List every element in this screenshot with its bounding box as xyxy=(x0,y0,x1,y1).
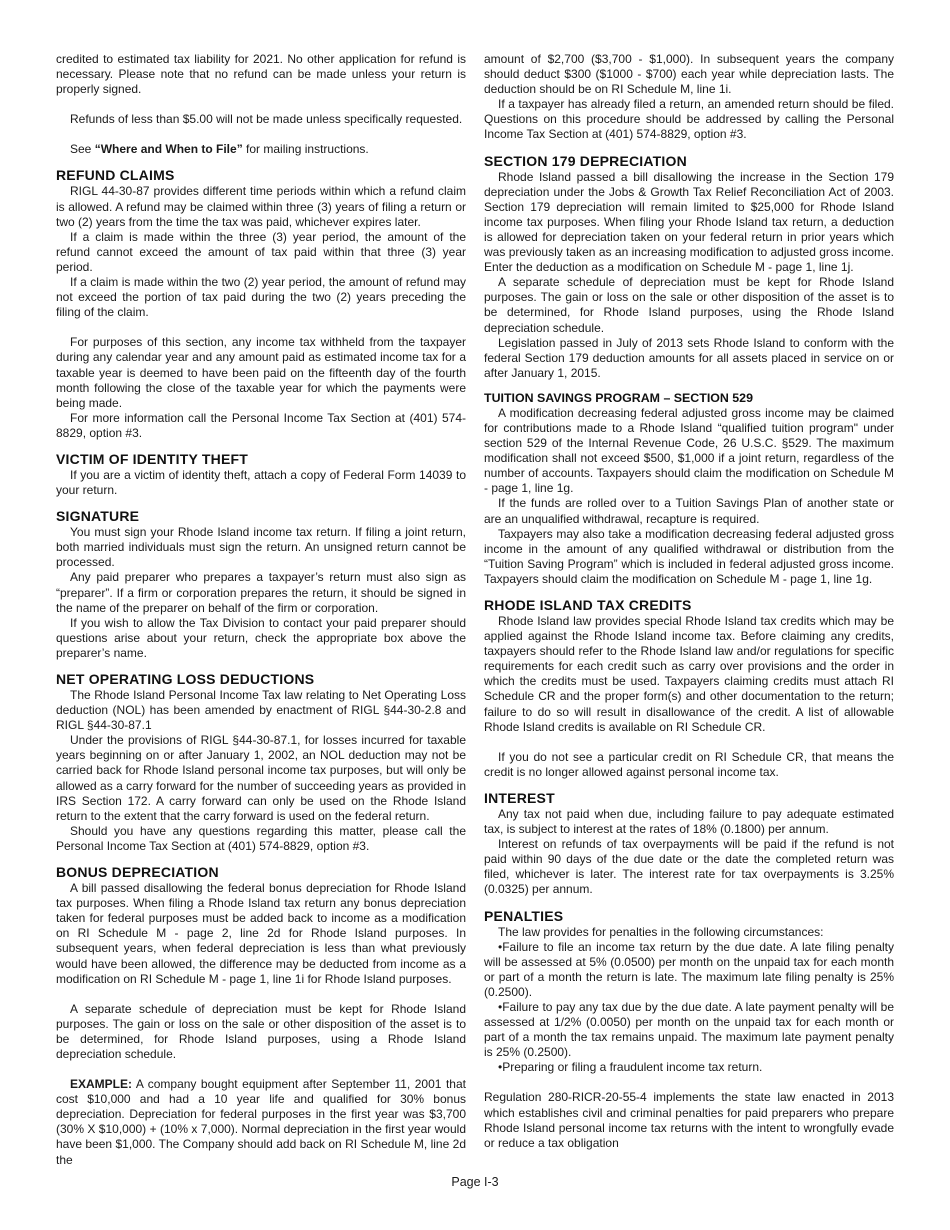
tuition-savings-paragraph: A modification decreasing federal adjusted gross income may be claimed for contributions made to a Rhode Island “qualified tuition program" under section 529 of the Internal Revenue Code, 26 U.S.C. §529. The maximum modification shall not exceed $500, $1,000 if a joint return, regardless of the number of accounts. Taxpayers should claim the modification on Schedule M - page 1, line 1g. xyxy=(484,405,894,496)
tax-credits-paragraph: Rhode Island law provides special Rhode Island tax credits which may be applied against the Rhode Island income tax. Before claiming any credits, taxpayers should refer to the Rhode Island law and/or regulations for specific requirements for each credit such as carry over provisions and the order in which the credits must be used. Taxpayers claiming credits must attach RI Schedule CR and the proper form(s) and other documentation to the return; failure to do so will result in disallowance of the credit. A list of allowable Rhode Island credits is available on RI Schedule CR. xyxy=(484,614,894,734)
interest-paragraph: Any tax not paid when due, including failure to pay adequate estimated tax, is subject to interest at the rates of 18% (0.1800) per annum. xyxy=(484,806,894,837)
left-column xyxy=(56,52,466,1177)
section-179-paragraph: Legislation passed in July of 2013 sets Rhode Island to conform with the federal Section 179 deduction amounts for all assets placed in service on or after January 1, 2015. xyxy=(484,335,894,380)
signature-paragraph: You must sign your Rhode Island income tax return. If filing a joint return, both married individuals must sign the return. An unsigned return cannot be processed. xyxy=(56,525,466,570)
refund-claims-paragraph: If a claim is made within the three (3) year period, the amount of the refund cannot exceed the amount of tax paid within that three (3) year period. xyxy=(56,229,466,274)
tuition-savings-paragraph: Taxpayers may also take a modification decreasing federal adjusted gross income in the amount of any qualified withdrawal or distribution from the “Tuition Saving Program” which is included in federal adjusted gross income. Taxpayers should claim the modification on Schedule M - page 1, line 1g. xyxy=(484,526,894,586)
bonus-depreciation-heading: BONUS DEPRECIATION xyxy=(56,864,219,881)
identity-theft-paragraph: If you are a victim of identity theft, attach a copy of Federal Form 14039 to your return. xyxy=(56,467,466,498)
refund-claims-paragraph: For more information call the Personal Income Tax Section at (401) 574-8829, option #3. xyxy=(56,410,466,440)
page-number: Page I-3 xyxy=(451,1175,499,1189)
nol-paragraph: The Rhode Island Personal Income Tax law relating to Net Operating Loss deduction (NOL) has been amended by enactment of RIGL §44-30-2.8 and RIGL §44-30-87.1 xyxy=(56,688,466,733)
refund-claims-paragraph: If a claim is made within the two (2) year period, the amount of refund may not exceed the portion of tax paid during the two (2) years preceding the filing of the claim. xyxy=(56,275,466,320)
identity-theft-heading: VICTIM OF IDENTITY THEFT xyxy=(56,450,248,467)
signature-paragraph: If you wish to allow the Tax Division to contact your paid preparer should questions arise about your return, check the appropriate box above the preparer’s name. xyxy=(56,615,466,660)
refund-claims-paragraph: For purposes of this section, any income tax withheld from the taxpayer during any calendar year and any amount paid as estimated income tax for a taxable year is deemed to have been paid on the fifteenth day of the fourth month following the close of the taxable year for which the payments were being made. xyxy=(56,335,466,410)
refund-claims-heading: REFUND CLAIMS xyxy=(56,167,175,184)
tuition-savings-heading: TUITION SAVINGS PROGRAM – SECTION 529 xyxy=(484,390,753,405)
interest-heading: INTEREST xyxy=(484,789,555,806)
example-label: EXAMPLE: xyxy=(70,1077,133,1092)
refund-claims-paragraph: RIGL 44-30-87 provides different time periods within which a refund claim is allowed. A refund may be claimed within three (3) years of filing a return or two (2) years from the time the tax was paid, whichever expires later. xyxy=(56,184,466,229)
section-179-paragraph: Rhode Island passed a bill disallowing the increase in the Section 179 depreciation under the Jobs & Growth Tax Relief Reconciliation Act of 2003. Section 179 depreciation will remain limited to $25,000 for Rhode Island income tax purposes. When filing your Rhode Island tax return, a deduction is allowed for depreciation taken on your federal return in prior years which was previously taken as an increasing modification to adjusted gross income. Enter the deduction as a modification on Schedule M - page 1, line 1j. xyxy=(484,169,894,275)
signature-paragraph: Any paid preparer who prepares a taxpayer’s return must also sign as “preparer”. If a firm or corporation prepares the return, it should be signed in the name of the preparer on behalf of the firm or corporation. xyxy=(56,570,466,615)
penalty-bullet: •Failure to file an income tax return by the due date. A late filing penalty will be assessed at 5% (0.0500) per month on the unpaid tax for each month or part of a month the return is late. The maximum late filing penalty is 25% (0.2500). xyxy=(484,939,894,999)
bonus-continued-paragraph: amount of $2,700 ($3,700 - $1,000). In subsequent years the company should deduct $300 ($1000 - $700) each year while depreciation lasts. The deduction should be on RI Schedule M, line 1i. xyxy=(484,52,894,97)
interest-paragraph: Interest on refunds of tax overpayments will be paid if the refund is not paid within 90 days of the due date or the date the completed return was filed, whichever is later. The interest rate for tax overpayments is 3.25% (0.0325) per annum. xyxy=(484,837,894,897)
amended-return-paragraph: If a taxpayer has already filed a return, an amended return should be filed. Questions on this procedure should be addressed by calling the Personal Income Tax Section at (401) 574-8829, option #3. xyxy=(484,97,894,142)
penalties-intro: The law provides for penalties in the following circumstances: xyxy=(498,924,824,939)
section-179-paragraph: A separate schedule of depreciation must be kept for Rhode Island purposes. The gain or loss on the sale or other disposition of the asset is to be determined, for Rhode Island purposes, using the Rhode Island depreciation schedule. xyxy=(484,275,894,335)
signature-heading: SIGNATURE xyxy=(56,508,140,525)
regulation-paragraph: Regulation 280-RICR-20-55-4 implements the state law enacted in 2013 which establishes civil and criminal penalties for paid preparers who prepare Rhode Island personal income tax returns with the intent to wrongfully evade or reduce a tax obligation xyxy=(484,1090,894,1150)
nol-heading: NET OPERATING LOSS DEDUCTIONS xyxy=(56,671,315,687)
section-179-heading: SECTION 179 DEPRECIATION xyxy=(484,152,687,169)
tax-credits-paragraph: If you do not see a particular credit on RI Schedule CR, that means the credit is no longer allowed against personal income tax. xyxy=(484,749,894,779)
instructions-page xyxy=(56,52,894,1177)
tax-credits-heading: RHODE ISLAND TAX CREDITS xyxy=(484,597,692,613)
nol-paragraph: Should you have any questions regarding this matter, please call the Personal Income Tax Section at (401) 574-8829, option #3. xyxy=(56,823,466,853)
penalty-bullet: •Failure to pay any tax due by the due date. A late payment penalty will be assessed at 1/2% (0.0050) per month on the unpaid tax for each month or part of a month the tax remains unpaid. The maximum late payment penalty is 25% (0.2500). xyxy=(484,999,894,1060)
bonus-example-paragraph: EXAMPLE: A company bought equipment after September 11, 2001 that cost $10,000 and had a 10 year life and qualified for 30% bonus depreciation. Depreciation for federal purposes in the first year was $3,700 (30% X $10,000) + (10% x 7,000). Normal depreciation in the first year would have been $1,000. The Company should add back on RI Schedule M, line 2d the xyxy=(56,1077,466,1167)
penalties-heading: PENALTIES xyxy=(484,907,564,924)
bonus-depreciation-paragraph: A separate schedule of depreciation must be kept for Rhode Island purposes. The gain or loss on the sale or other disposition of the asset is to be determined, for Rhode Island purposes, using a Rhode Island depreciation schedule. xyxy=(56,1001,466,1061)
nol-paragraph: Under the provisions of RIGL §44-30-87.1, for losses incurred for taxable years beginning on or after January 1, 2002, an NOL deduction may not be carried back for Rhode Island personal income tax purposes, but will only be allowed as a carry forward for the number of succeeding years as provided in IRS Section 172. A carry forward can only be used on the Rhode Island return to the extent that the carry forward is used on the federal return. xyxy=(56,733,466,823)
right-column xyxy=(484,52,894,1177)
penalty-bullet: •Preparing or filing a fraudulent income tax return. xyxy=(498,1060,763,1075)
intro-paragraph: credited to estimated tax liability for 2021. No other application for refund is necessary. Please note that no refund can be made unless your return is properly signed. xyxy=(56,52,466,97)
mailing-note: See “Where and When to File” for mailing instructions. xyxy=(70,142,369,157)
refund-minimum-note: Refunds of less than $5.00 will not be made unless specifically requested. xyxy=(70,112,463,127)
where-when-reference: “Where and When to File” xyxy=(94,142,243,157)
bonus-depreciation-paragraph: A bill passed disallowing the federal bonus depreciation for Rhode Island tax purposes. When filing a Rhode Island tax return any bonus depreciation taken for federal purposes must be added back to income as a modification on RI Schedule M - page 2, line 2d for Rhode Island purposes. In subsequent years, when federal depreciation is less than what previously would have been allowed, the difference may be deducted from income as a modification on RI Schedule M - page 1, line 1i for Rhode Island purposes. xyxy=(56,881,466,986)
tuition-savings-paragraph: If the funds are rolled over to a Tuition Savings Plan of another state or are an unqualified withdrawal, recapture is required. xyxy=(484,496,894,526)
